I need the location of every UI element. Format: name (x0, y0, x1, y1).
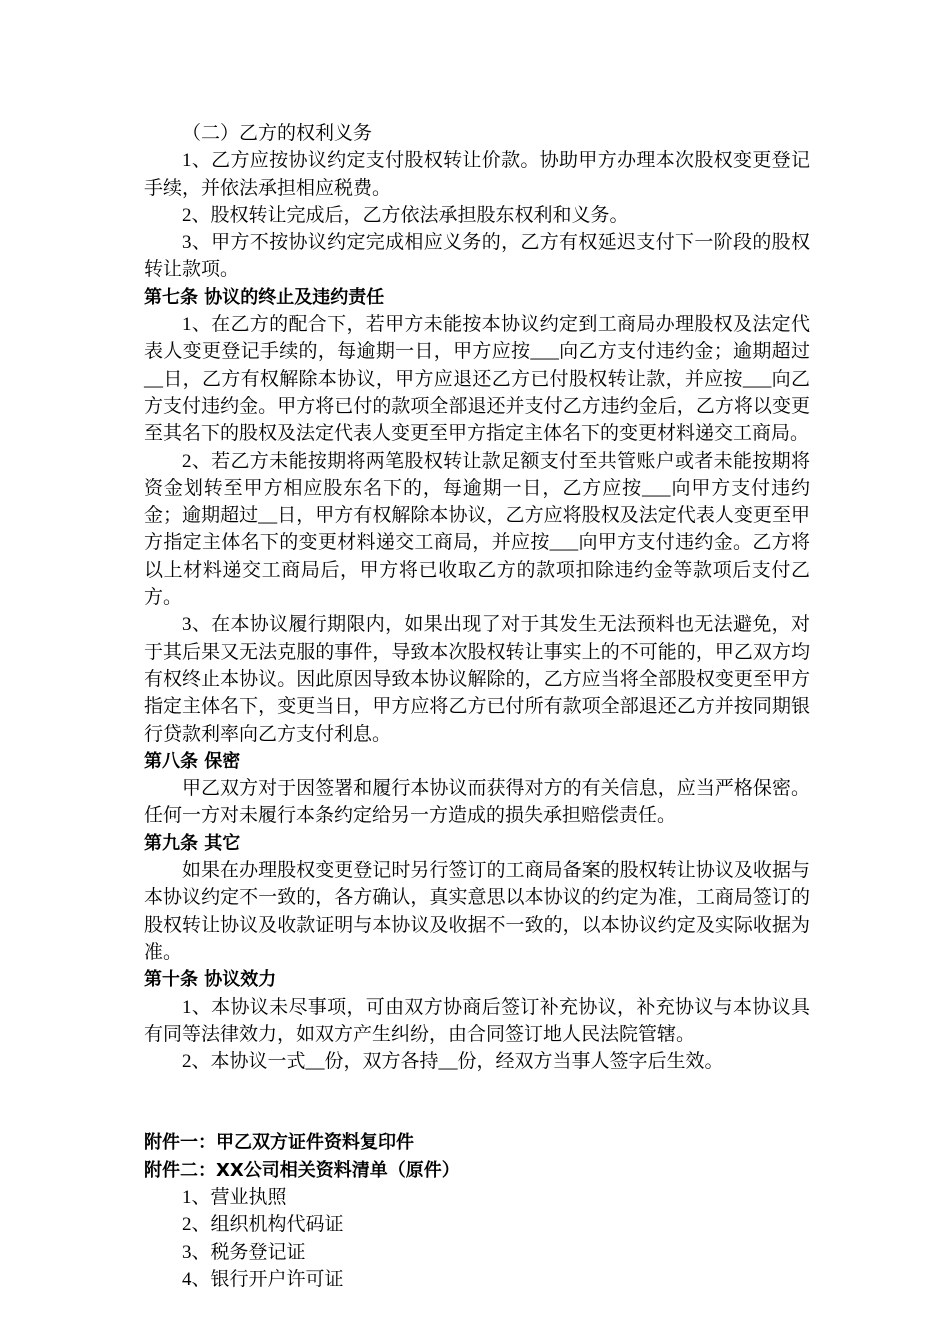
paragraph-b1: 1、乙方应按协议约定支付股权转让价款。协助甲方办理本次股权变更登记手续，并依法承担相应税费。 (144, 150, 810, 199)
article-10-paragraph-2: 2、本协议一式__份，双方各持__份，经双方当事人签字后生效。 (182, 1051, 724, 1073)
attachment-item: 2、组织机构代码证 (182, 1214, 344, 1236)
section-heading-party-b: （二）乙方的权利义务 (182, 123, 373, 144)
attachment-item: 4、银行开户许可证 (182, 1268, 344, 1290)
article-7-heading: 第七条 协议的终止及违约责任 (144, 286, 385, 308)
attachment-2-heading: 附件二：XX公司相关资料清单（原件） (144, 1159, 460, 1181)
article-8-paragraph-1: 甲乙双方对于因签署和履行本协议而获得对方的有关信息，应当严格保密。任何一方对未履行本条约定给另一方造成的损失承担赔偿责任。 (144, 778, 810, 827)
paragraph-b3: 3、甲方不按协议约定完成相应义务的，乙方有权延迟支付下一阶段的股权转让款项。 (144, 232, 810, 281)
attachment-item: 1、营业执照 (182, 1186, 287, 1208)
paragraph-b2: 2、股权转让完成后，乙方依法承担股东权利和义务。 (182, 204, 629, 226)
attachment-1-heading: 附件一：甲乙双方证件资料复印件 (144, 1132, 414, 1154)
article-9-heading: 第九条 其它 (144, 832, 241, 854)
article-10-heading: 第十条 协议效力 (144, 969, 277, 991)
article-8-heading: 第八条 保密 (144, 750, 241, 772)
article-10-paragraph-1: 1、本协议未尽事项，可由双方协商后签订补充协议，补充协议与本协议具有同等法律效力，如双方产生纠纷，由合同签订地人民法院管辖。 (144, 996, 810, 1045)
document-body (144, 120, 810, 1293)
article-7-paragraph-2: 2、若乙方未能按期将两笔股权转让款足额支付至共管账户或者未能按期将资金划转至甲方相应股东名下的，每逾期一日，乙方应按___向甲方支付违约金；逾期超过__日，甲方有权解除本协议，乙方应将股权及法定代表人变更至甲方指定主体名下的变更材料递交工商局，并应按___向甲方支付违约金。乙方将以上材料递交工商局后，甲方将已收取乙方的款项扣除违约金等款项后支付乙方。 (144, 450, 810, 609)
article-9-paragraph-1: 如果在办理股权变更登记时另行签订的工商局备案的股权转让协议及收据与本协议约定不一致的，各方确认，真实意思以本协议的约定为准，工商局签订的股权转让协议及收款证明与本协议及收据不一致的，以本协议约定及实际收据为准。 (144, 860, 810, 963)
article-7-paragraph-3: 3、在本协议履行期限内，如果出现了对于其发生无法预料也无法避免，对于其后果又无法克服的事件，导致本次股权转让事实上的不可能的，甲乙双方均有权终止本协议。因此原因导致本协议解除的，乙方应当将全部股权变更至甲方指定主体名下，变更当日，甲方应将乙方已付所有款项全部退还乙方并按同期银行贷款利率向乙方支付利息。 (144, 614, 810, 745)
attachment-item: 3、税务登记证 (182, 1241, 306, 1263)
article-7-paragraph-1: 1、在乙方的配合下，若甲方未能按本协议约定到工商局办理股权及法定代表人变更登记手续的，每逾期一日，甲方应按___向乙方支付违约金；逾期超过__日，乙方有权解除本协议，甲方应退还乙方已付股权转让款，并应按___向乙方支付违约金。甲方将已付的款项全部退还并支付乙方违约金后，乙方将以变更至其名下的股权及法定代表人变更至甲方指定主体名下的变更材料递交工商局。 (144, 314, 810, 445)
blank-space (144, 1075, 810, 1129)
